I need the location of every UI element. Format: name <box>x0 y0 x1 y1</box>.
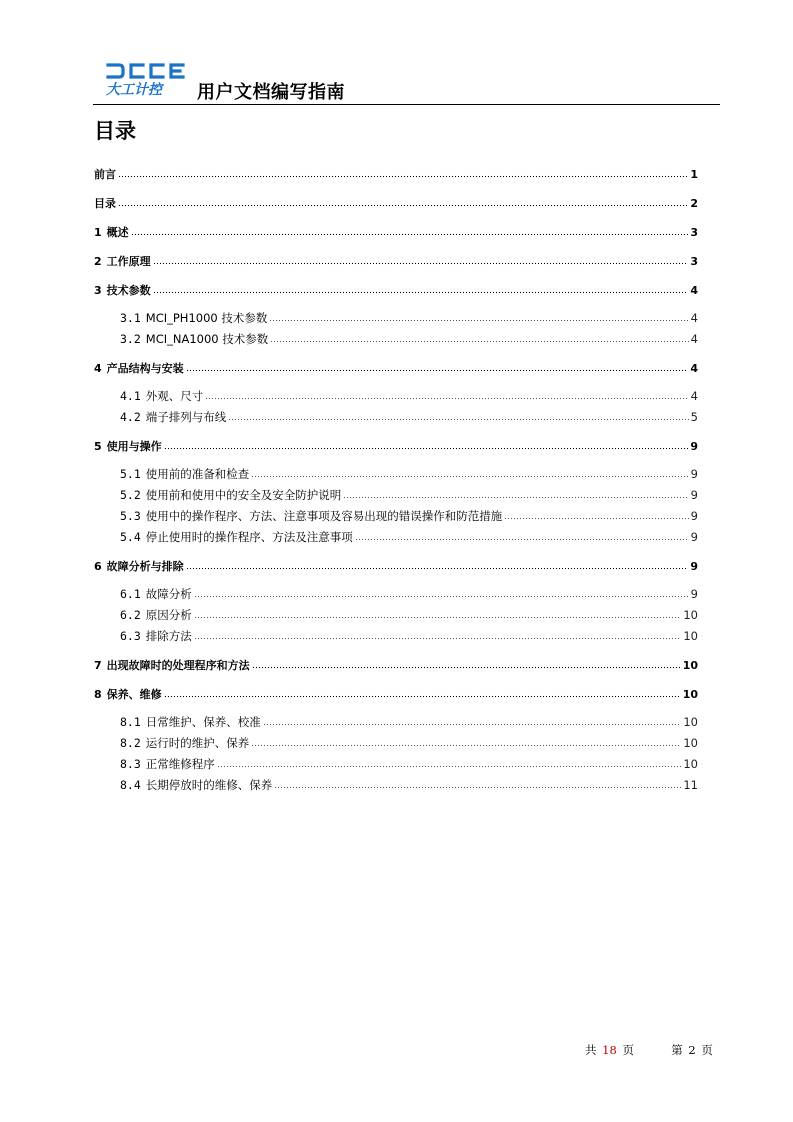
toc-entry-title: 使用前的准备和检查 <box>145 467 250 481</box>
toc-entry-title: 产品结构与安装 <box>106 362 184 375</box>
toc-entry-number: 4.1 <box>120 389 141 403</box>
company-logo <box>105 60 185 98</box>
toc-entry[interactable] <box>94 195 698 211</box>
page-header <box>93 58 720 105</box>
toc-entry-number: 5.4 <box>120 530 141 544</box>
toc-dot-leader <box>228 412 688 421</box>
toc-entry[interactable] <box>94 253 698 269</box>
toc-dot-leader <box>186 561 689 570</box>
toc-entry-title: 外观、尺寸 <box>145 389 204 403</box>
toc-entry-title: 使用与操作 <box>106 440 162 453</box>
toc-entry[interactable] <box>120 735 698 751</box>
toc-entry-page: 4 <box>690 362 698 375</box>
toc-entry-page: 9 <box>690 530 698 544</box>
toc-entry-page: 10 <box>683 757 698 771</box>
toc-entry[interactable] <box>120 756 698 772</box>
toc-entry[interactable] <box>94 282 698 298</box>
toc-entry[interactable] <box>94 686 698 702</box>
toc-dot-leader <box>118 169 688 178</box>
toc-entry-number: 8.2 <box>120 736 141 750</box>
toc-entry-number: 4 <box>94 362 102 375</box>
toc-entry[interactable] <box>94 438 698 454</box>
toc-entry-page: 1 <box>690 168 698 181</box>
toc-entry-number: 8.1 <box>120 715 141 729</box>
toc-entry[interactable] <box>120 628 698 644</box>
footer-total-pages: 18 <box>602 1043 617 1057</box>
toc-entry-page: 4 <box>690 332 698 346</box>
toc-entry-title: 停止使用时的操作程序、方法及注意事项 <box>145 530 353 544</box>
toc-entry[interactable] <box>120 409 698 425</box>
toc-entry-page: 10 <box>683 608 698 622</box>
toc-heading: 目录 <box>94 119 136 143</box>
footer-total-suffix: 页 <box>622 1043 634 1057</box>
toc-entry[interactable] <box>120 508 698 524</box>
toc-entry-page: 10 <box>683 736 698 750</box>
toc-entry-number: 8.4 <box>120 778 141 792</box>
toc-entry-number: 6.1 <box>120 587 141 601</box>
toc-entry-title: 正常维修程序 <box>145 757 215 771</box>
toc-entry[interactable] <box>120 529 698 545</box>
toc-entry[interactable] <box>94 360 698 376</box>
toc-entry-page: 10 <box>682 659 698 672</box>
toc-entry[interactable] <box>94 657 698 673</box>
footer-current-suffix: 页 <box>701 1043 713 1057</box>
toc-entry-number: 3 <box>94 284 102 297</box>
toc-dot-leader <box>251 738 681 747</box>
toc-dot-leader <box>252 660 681 669</box>
toc-entry-page: 9 <box>690 467 698 481</box>
toc-dot-leader <box>118 198 688 207</box>
toc-dot-leader <box>355 532 689 541</box>
toc-entry-page: 11 <box>683 778 698 792</box>
toc-entry-page: 10 <box>683 715 698 729</box>
toc-entry-number: 3.2 <box>120 332 141 346</box>
toc-entry-number: 5.1 <box>120 467 141 481</box>
toc-dot-leader <box>270 334 688 343</box>
toc-entry-page: 9 <box>690 587 698 601</box>
toc-entry-number: 2 <box>94 255 102 268</box>
toc-entry-number: 8.3 <box>120 757 141 771</box>
toc-entry-number: 6.3 <box>120 629 141 643</box>
toc-entry-number: 5 <box>94 440 102 453</box>
toc-entry-number: 3.1 <box>120 311 141 325</box>
page-footer <box>585 1042 715 1058</box>
toc-entry[interactable] <box>94 166 698 182</box>
toc-entry-page: 9 <box>690 509 698 523</box>
toc-entry-title: 保养、维修 <box>106 688 162 701</box>
toc-entry-title: 端子排列与布线 <box>145 410 227 424</box>
toc-entry-title: 故障分析 <box>145 587 192 601</box>
toc-entry-title: 排除方法 <box>145 629 192 643</box>
toc-entry-number: 4.2 <box>120 410 141 424</box>
toc-entry[interactable] <box>120 714 698 730</box>
toc-entry-number: 5.2 <box>120 488 141 502</box>
toc-entry[interactable] <box>120 777 698 793</box>
toc-entry-title: 长期停放时的维修、保养 <box>145 778 273 792</box>
toc-entry[interactable] <box>120 586 698 602</box>
svg-text:大工计控: 大工计控 <box>106 82 162 98</box>
toc-dot-leader <box>263 717 682 726</box>
toc-dot-leader <box>194 610 682 619</box>
toc-dot-leader <box>131 227 689 236</box>
toc-entry-title: 前言 <box>94 168 116 181</box>
toc-entry[interactable] <box>120 487 698 503</box>
toc-entry[interactable] <box>94 558 698 574</box>
toc-entry[interactable] <box>120 310 698 326</box>
toc-entry-page: 3 <box>690 255 698 268</box>
toc-dot-leader <box>217 759 682 768</box>
toc-entry-title: 概述 <box>106 226 129 239</box>
document-title: 用户文档编写指南 <box>197 82 345 103</box>
toc-dot-leader <box>504 511 688 520</box>
toc-dot-leader <box>205 391 688 400</box>
toc-dot-leader <box>194 589 689 598</box>
toc-entry-page: 4 <box>690 311 698 325</box>
toc-entry-number: 7 <box>94 659 102 672</box>
toc-entry-page: 9 <box>690 560 698 573</box>
toc-entry-page: 10 <box>683 629 698 643</box>
toc-dot-leader <box>153 256 689 265</box>
toc-dot-leader <box>164 689 681 698</box>
toc-entry[interactable] <box>120 388 698 404</box>
toc-entry[interactable] <box>120 607 698 623</box>
toc-entry-page: 10 <box>682 688 698 701</box>
toc-entry-page: 4 <box>690 284 698 297</box>
toc-entry[interactable] <box>120 331 698 347</box>
toc-dot-leader <box>194 631 682 640</box>
toc-entry-title: 原因分析 <box>145 608 192 622</box>
toc-entry-title: 使用中的操作程序、方法、注意事项及容易出现的错误操作和防范措施 <box>145 509 503 523</box>
footer-total-prefix: 共 <box>585 1043 597 1057</box>
footer-current-page: 2 <box>688 1043 696 1057</box>
toc-entry-title: 工作原理 <box>106 255 151 268</box>
toc-dot-leader <box>251 469 688 478</box>
toc-dot-leader <box>153 285 689 294</box>
toc-entry-page: 3 <box>690 226 698 239</box>
toc-entry-title: 使用前和使用中的安全及安全防护说明 <box>145 488 342 502</box>
toc-entry-page: 4 <box>690 389 698 403</box>
toc-entry-title: 出现故障时的处理程序和方法 <box>106 659 250 672</box>
toc-dot-leader <box>186 363 689 372</box>
toc-entry-page: 5 <box>690 410 698 424</box>
toc-entry-number: 6.2 <box>120 608 141 622</box>
toc-entry[interactable] <box>94 224 698 240</box>
toc-entry-number: 5.3 <box>120 509 141 523</box>
toc-entry-number: 8 <box>94 688 102 701</box>
toc-entry-title: 日常维护、保养、校准 <box>145 715 261 729</box>
footer-current-prefix: 第 <box>671 1043 683 1057</box>
toc-dot-leader <box>164 441 689 450</box>
toc-dot-leader <box>269 313 688 322</box>
toc-entry-page: 9 <box>690 440 698 453</box>
toc-entry-number: 1 <box>94 226 102 239</box>
toc-entry-title: 故障分析与排除 <box>106 560 184 573</box>
toc-dot-leader <box>343 490 688 499</box>
toc-entry-page: 2 <box>690 197 698 210</box>
toc-entry[interactable] <box>120 466 698 482</box>
toc-entry-page: 9 <box>690 488 698 502</box>
toc-entry-title: 运行时的维护、保养 <box>145 736 250 750</box>
toc-entry-title: 目录 <box>94 197 116 210</box>
toc-entry-title: 技术参数 <box>106 284 151 297</box>
toc-dot-leader <box>274 780 681 789</box>
toc-entry-title: MCI_NA1000 技术参数 <box>145 332 269 346</box>
toc-entry-title: MCI_PH1000 技术参数 <box>145 311 268 325</box>
toc-entry-number: 6 <box>94 560 102 573</box>
